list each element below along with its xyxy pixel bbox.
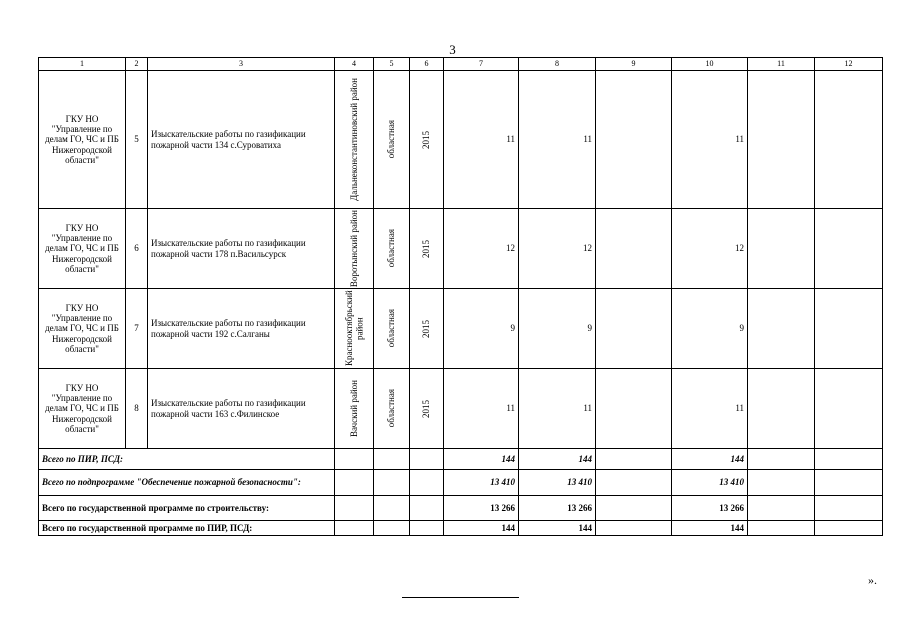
total-col8: 13 266 xyxy=(519,496,596,521)
closing-quote: ». xyxy=(868,573,877,587)
total-row-pir xyxy=(39,449,883,470)
value-col8: 11 xyxy=(519,71,596,209)
value-col8: 12 xyxy=(519,209,596,289)
work-name: Изыскательские работы по газификации пожарной части 192 с.Салганы xyxy=(148,289,335,369)
customer-cell: ГКУ НО "Управление по делам ГО, ЧС и ПБ Нижегородской области" xyxy=(39,369,126,449)
total-row-construction xyxy=(39,496,883,521)
table-row xyxy=(39,369,883,449)
col-header: 1 xyxy=(39,58,126,71)
value-col10: 11 xyxy=(672,71,748,209)
value-col10: 11 xyxy=(672,369,748,449)
table-row xyxy=(39,209,883,289)
total-row-program-pir xyxy=(39,521,883,536)
col-header: 7 xyxy=(444,58,519,71)
value-col12 xyxy=(815,209,883,289)
col-header: 2 xyxy=(126,58,148,71)
page-number: 3 xyxy=(449,42,456,57)
value-col8: 9 xyxy=(519,289,596,369)
value-col10: 9 xyxy=(672,289,748,369)
value-col11 xyxy=(748,209,815,289)
customer-cell: ГКУ НО "Управление по делам ГО, ЧС и ПБ Нижегородской области" xyxy=(39,71,126,209)
row-number: 7 xyxy=(126,289,148,369)
total-label: Всего по государственной программе по строительству: xyxy=(39,496,335,521)
value-col7: 9 xyxy=(444,289,519,369)
col-header: 10 xyxy=(672,58,748,71)
work-name: Изыскательские работы по газификации пожарной части 178 п.Васильсурск xyxy=(148,209,335,289)
value-col7: 11 xyxy=(444,71,519,209)
customer-cell: ГКУ НО "Управление по делам ГО, ЧС и ПБ Нижегородской области" xyxy=(39,289,126,369)
district-cell: Краснооктябрьский район xyxy=(343,290,364,367)
total-col7: 144 xyxy=(444,521,519,536)
total-col10: 13 410 xyxy=(672,470,748,496)
col-header: 12 xyxy=(815,58,883,71)
year-cell: 2015 xyxy=(421,130,432,149)
col-header: 8 xyxy=(519,58,596,71)
total-label: Всего по подпрограмме "Обеспечение пожарной безопасности": xyxy=(39,470,335,496)
total-col7: 144 xyxy=(444,449,519,470)
table-row xyxy=(39,71,883,209)
value-col11 xyxy=(748,289,815,369)
row-number: 8 xyxy=(126,369,148,449)
col-header: 5 xyxy=(374,58,410,71)
col-header: 11 xyxy=(748,58,815,71)
total-col7: 13 266 xyxy=(444,496,519,521)
value-col10: 12 xyxy=(672,209,748,289)
total-row-subprogram xyxy=(39,470,883,496)
value-col12 xyxy=(815,369,883,449)
value-col9 xyxy=(596,209,672,289)
customer-cell: ГКУ НО "Управление по делам ГО, ЧС и ПБ Нижегородской области" xyxy=(39,209,126,289)
ownership-cell: областная xyxy=(386,120,397,159)
district-cell: Воротынский район xyxy=(348,209,359,288)
year-cell: 2015 xyxy=(421,319,432,338)
total-col8: 13 410 xyxy=(519,470,596,496)
total-col8: 144 xyxy=(519,449,596,470)
total-label: Всего по ПИР, ПСД: xyxy=(39,449,335,470)
ownership-cell: областная xyxy=(386,389,397,428)
table-row xyxy=(39,289,883,369)
value-col11 xyxy=(748,369,815,449)
col-header: 4 xyxy=(335,58,374,71)
ownership-cell: областная xyxy=(386,229,397,268)
year-cell: 2015 xyxy=(421,399,432,418)
col-header: 6 xyxy=(410,58,444,71)
year-cell: 2015 xyxy=(421,239,432,258)
value-col9 xyxy=(596,289,672,369)
value-col9 xyxy=(596,369,672,449)
work-name: Изыскательские работы по газификации пожарной части 163 с.Филинское xyxy=(148,369,335,449)
column-number-header xyxy=(39,58,883,71)
value-col9 xyxy=(596,71,672,209)
col-header: 3 xyxy=(148,58,335,71)
value-col12 xyxy=(815,71,883,209)
program-table xyxy=(38,57,883,536)
work-name: Изыскательские работы по газификации пожарной части 134 с.Суроватиха xyxy=(148,71,335,209)
row-number: 6 xyxy=(126,209,148,289)
total-col10: 144 xyxy=(672,521,748,536)
row-number: 5 xyxy=(126,71,148,209)
total-col10: 144 xyxy=(672,449,748,470)
value-col7: 11 xyxy=(444,369,519,449)
total-col7: 13 410 xyxy=(444,470,519,496)
col-header: 9 xyxy=(596,58,672,71)
district-cell: Вачский район xyxy=(348,379,359,438)
total-label: Всего по государственной программе по ПИР, ПСД: xyxy=(39,521,335,536)
district-cell: Дальнеконстантиновский район xyxy=(348,78,359,201)
footer-divider xyxy=(402,597,519,598)
ownership-cell: областная xyxy=(386,309,397,348)
total-col8: 144 xyxy=(519,521,596,536)
total-col10: 13 266 xyxy=(672,496,748,521)
value-col12 xyxy=(815,289,883,369)
value-col8: 11 xyxy=(519,369,596,449)
value-col11 xyxy=(748,71,815,209)
value-col7: 12 xyxy=(444,209,519,289)
